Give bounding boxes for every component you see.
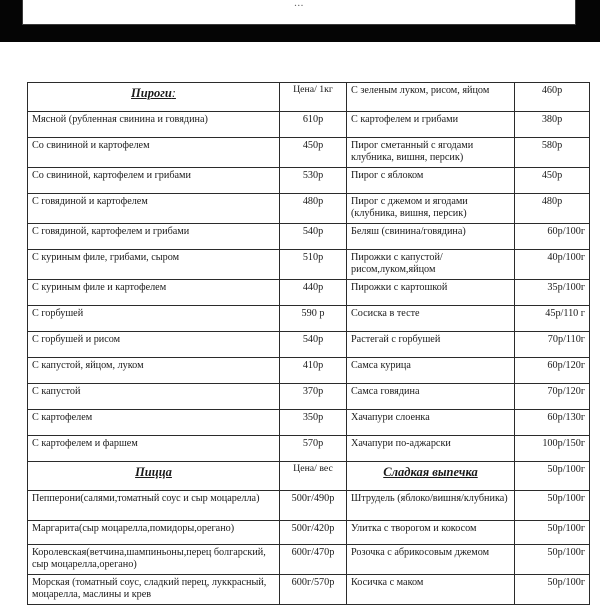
menu-item-name: Косичка с маком bbox=[347, 575, 515, 605]
menu-item-price: 580р bbox=[515, 138, 590, 168]
menu-item-price: 40р/100г bbox=[515, 250, 590, 280]
menu-item-name: С картофелем и грибами bbox=[347, 112, 515, 138]
table-row bbox=[28, 358, 590, 384]
menu-item-name: Со свининой, картофелем и грибами bbox=[28, 168, 280, 194]
menu-item-name: Маргарита(сыр моцарелла,помидоры,орегано) bbox=[28, 521, 280, 545]
menu-item-price: 600г/470р bbox=[280, 545, 347, 575]
pizza-header-row bbox=[28, 462, 590, 491]
menu-item-name: Растегай с горбушей bbox=[347, 332, 515, 358]
menu-item-price: 570р bbox=[280, 436, 347, 462]
menu-item-price: 590 р bbox=[280, 306, 347, 332]
menu-item-price: 50р/100г bbox=[515, 545, 590, 575]
menu-item-price: 60р/120г bbox=[515, 358, 590, 384]
menu-item-price: 540р bbox=[280, 224, 347, 250]
top-dark-band bbox=[0, 0, 600, 42]
menu-item-price: 440р bbox=[280, 280, 347, 306]
menu-item-name: Розочка с абрикосовым джемом bbox=[347, 545, 515, 575]
menu-item-name: Улитка с творогом и кокосом bbox=[347, 521, 515, 545]
sweet-price-header: 50р/100г bbox=[515, 462, 590, 491]
menu-item-price: 500г/420р bbox=[280, 521, 347, 545]
top-header-text: ... bbox=[294, 0, 304, 9]
table-row bbox=[28, 332, 590, 358]
menu-item-name: Королевская(ветчина,шампиньоны,перец болгарский, сыр моцарелла,орегано) bbox=[28, 545, 280, 575]
menu-item-name: Со свининой и картофелем bbox=[28, 138, 280, 168]
menu-item-name: С капустой bbox=[28, 384, 280, 410]
menu-item-name: Сосиска в тесте bbox=[347, 306, 515, 332]
menu-item-price: 380р bbox=[515, 112, 590, 138]
menu-item-name: С картофелем и фаршем bbox=[28, 436, 280, 462]
pies-header-row bbox=[28, 83, 590, 112]
menu-item-name: Хачапури по-аджарски bbox=[347, 436, 515, 462]
menu-item-price: 450р bbox=[280, 138, 347, 168]
table-row bbox=[28, 545, 590, 575]
table-row bbox=[28, 168, 590, 194]
menu-item-price: 60р/130г bbox=[515, 410, 590, 436]
table-row bbox=[28, 436, 590, 462]
menu-item-price: 480р bbox=[280, 194, 347, 224]
menu-item-price: 370р bbox=[280, 384, 347, 410]
menu-item-price: 350р bbox=[280, 410, 347, 436]
menu-item-name: Пирог сметанный с ягодами клубника, вишня, персик) bbox=[347, 138, 515, 168]
menu-item-name: Пирожки с картошкой bbox=[347, 280, 515, 306]
menu-item-name: Морская (томатный соус, сладкий перец, луккрасный, моцарелла, маслины и крев bbox=[28, 575, 280, 605]
menu-item-name: С куриным филе, грибами, сыром bbox=[28, 250, 280, 280]
pizza-price-header: Цена/ вес bbox=[280, 462, 347, 491]
menu-item-name: С зеленым луком, рисом, яйцом bbox=[347, 83, 515, 112]
menu-item-name: С горбушей и рисом bbox=[28, 332, 280, 358]
pizza-section-title: Пицца bbox=[135, 465, 172, 479]
menu-item-price: 410р bbox=[280, 358, 347, 384]
menu-item-price: 70р/120г bbox=[515, 384, 590, 410]
table-row bbox=[28, 280, 590, 306]
top-header-panel bbox=[22, 0, 576, 25]
menu-item-price: 530р bbox=[280, 168, 347, 194]
menu-item-price: 500г/490р bbox=[280, 491, 347, 521]
menu-item-name: Пирог с яблоком bbox=[347, 168, 515, 194]
menu-item-price: 45р/110 г bbox=[515, 306, 590, 332]
menu-item-price: 100р/150г bbox=[515, 436, 590, 462]
menu-item-name: Хачапури слоенка bbox=[347, 410, 515, 436]
menu-item-name: Пирог с джемом и ягодами (клубника, вишня, персик) bbox=[347, 194, 515, 224]
pizza-section-title-cell bbox=[28, 462, 280, 491]
table-row bbox=[28, 250, 590, 280]
menu-item-price: 50р/100г bbox=[515, 575, 590, 605]
menu-item-name: С горбушей bbox=[28, 306, 280, 332]
table-row bbox=[28, 491, 590, 521]
table-row bbox=[28, 138, 590, 168]
menu-item-name: С говядиной, картофелем и грибами bbox=[28, 224, 280, 250]
sweet-section-title: Сладкая выпечка bbox=[383, 465, 478, 479]
menu-item-name: С капустой, яйцом, луком bbox=[28, 358, 280, 384]
sweet-section-title-cell bbox=[347, 462, 515, 491]
menu-item-name: Мясной (рубленная свинина и говядина) bbox=[28, 112, 280, 138]
menu-item-name: С куриным филе и картофелем bbox=[28, 280, 280, 306]
pies-section-title: Пироги: bbox=[131, 86, 176, 100]
table-row bbox=[28, 112, 590, 138]
menu-item-name: Самса говядина bbox=[347, 384, 515, 410]
pies-section-title-cell bbox=[28, 83, 280, 112]
menu-item-price: 60р/100г bbox=[515, 224, 590, 250]
menu-item-name: С картофелем bbox=[28, 410, 280, 436]
table-row bbox=[28, 306, 590, 332]
menu-item-price: 540р bbox=[280, 332, 347, 358]
menu-item-price: 50р/100г bbox=[515, 491, 590, 521]
menu-item-name: Беляш (свинина/говядина) bbox=[347, 224, 515, 250]
menu-item-price: 610р bbox=[280, 112, 347, 138]
menu-item-name: С говядиной и картофелем bbox=[28, 194, 280, 224]
menu-item-price: 70р/110г bbox=[515, 332, 590, 358]
menu-item-name: Пирожки с капустой/рисом,луком,яйцом bbox=[347, 250, 515, 280]
table-row bbox=[28, 521, 590, 545]
menu-price-table bbox=[27, 82, 590, 605]
table-row bbox=[28, 384, 590, 410]
menu-item-price: 480р bbox=[515, 194, 590, 224]
menu-item-price: 600г/570р bbox=[280, 575, 347, 605]
table-row bbox=[28, 194, 590, 224]
table-row bbox=[28, 575, 590, 605]
menu-item-price: 35р/100г bbox=[515, 280, 590, 306]
table-row bbox=[28, 410, 590, 436]
menu-item-price: 50р/100г bbox=[515, 521, 590, 545]
menu-item-price: 450р bbox=[515, 168, 590, 194]
menu-item-price: 460р bbox=[515, 83, 590, 112]
table-row bbox=[28, 224, 590, 250]
pies-price-header: Цена/ 1кг bbox=[280, 83, 347, 112]
menu-item-name: Самса курица bbox=[347, 358, 515, 384]
menu-item-name: Пепперони(салями,томатный соус и сыр моцарелла) bbox=[28, 491, 280, 521]
menu-item-price: 510р bbox=[280, 250, 347, 280]
menu-item-name: Штрудель (яблоко/вишня/клубника) bbox=[347, 491, 515, 521]
